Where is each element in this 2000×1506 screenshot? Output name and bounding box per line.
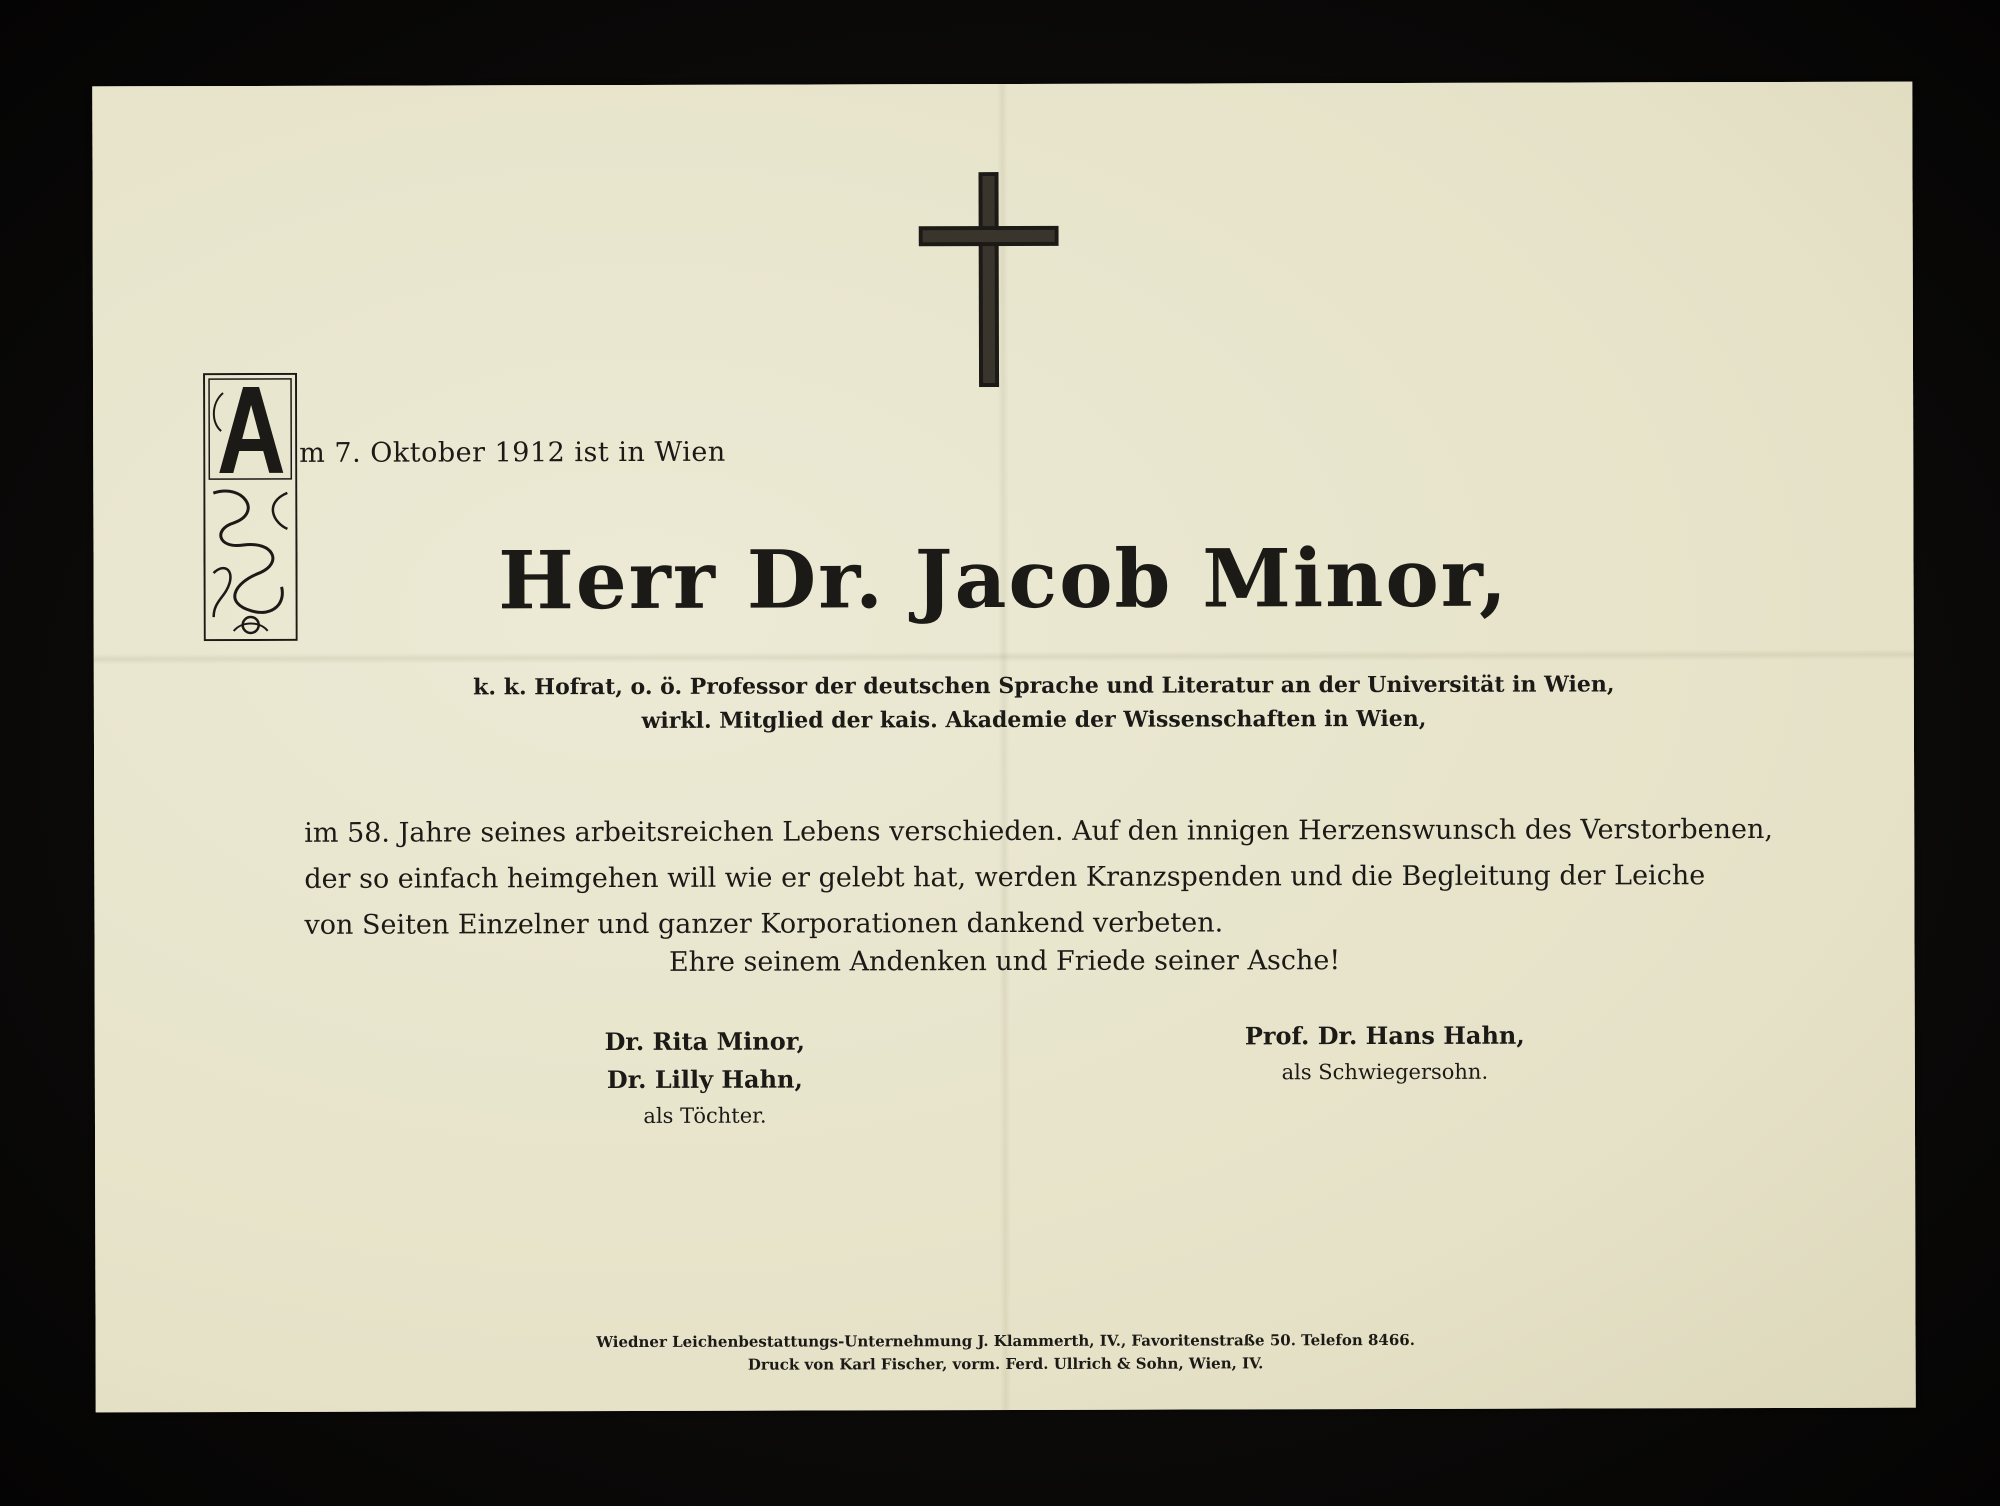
printer-imprint — [96, 1328, 1916, 1379]
notice-body — [304, 807, 1773, 949]
signer-role: als Töchter. — [643, 1103, 767, 1128]
deceased-titles — [94, 667, 1914, 740]
title-line: wirkl. Mitglied der kais. Akademie der Wissenschaften in Wien, — [641, 705, 1427, 734]
body-line: der so einfach heimgehen will wie er gelebt hat, werden Kranzspenden und die Begleitung der Leiche — [304, 860, 1706, 895]
imprint-line: Druck von Karl Fischer, vorm. Ferd. Ullrich & Sohn, Wien, IV. — [747, 1354, 1264, 1374]
signer-name: Dr. Lilly Hahn, — [606, 1064, 803, 1095]
signer-role: als Schwiegersohn. — [1281, 1059, 1489, 1085]
opening-line: m 7. Oktober 1912 ist in Wien — [299, 436, 726, 469]
signers-son-in-law — [1175, 1016, 1595, 1089]
title-line: k. k. Hofrat, o. ö. Professor der deutschen Sprache und Literatur an der Universität in Wien, — [473, 671, 1615, 701]
death-notice-sheet — [92, 82, 1915, 1413]
farewell-line: Ehre seinem Andenken und Friede seiner Asche! — [668, 945, 1341, 978]
body-line: im 58. Jahre seines arbeitsreichen Lebens verschieden. Auf den innigen Herzenswunsch des Verstorbenen, — [304, 813, 1773, 849]
signer-name: Dr. Rita Minor, — [604, 1026, 806, 1057]
signers-daughters — [495, 1022, 915, 1133]
signer-name: Prof. Dr. Hans Hahn, — [1244, 1020, 1525, 1051]
imprint-line: Wiedner Leichenbestattungs-Unternehmung J. Klammerth, IV., Favoritenstraße 50. Telefon 8466. — [596, 1330, 1415, 1352]
deceased-name: Herr Dr. Jacob Minor, — [498, 530, 1510, 628]
body-line: von Seiten Einzelner und ganzer Korporationen dankend verbeten. — [304, 907, 1224, 941]
cross-icon — [918, 172, 1059, 387]
